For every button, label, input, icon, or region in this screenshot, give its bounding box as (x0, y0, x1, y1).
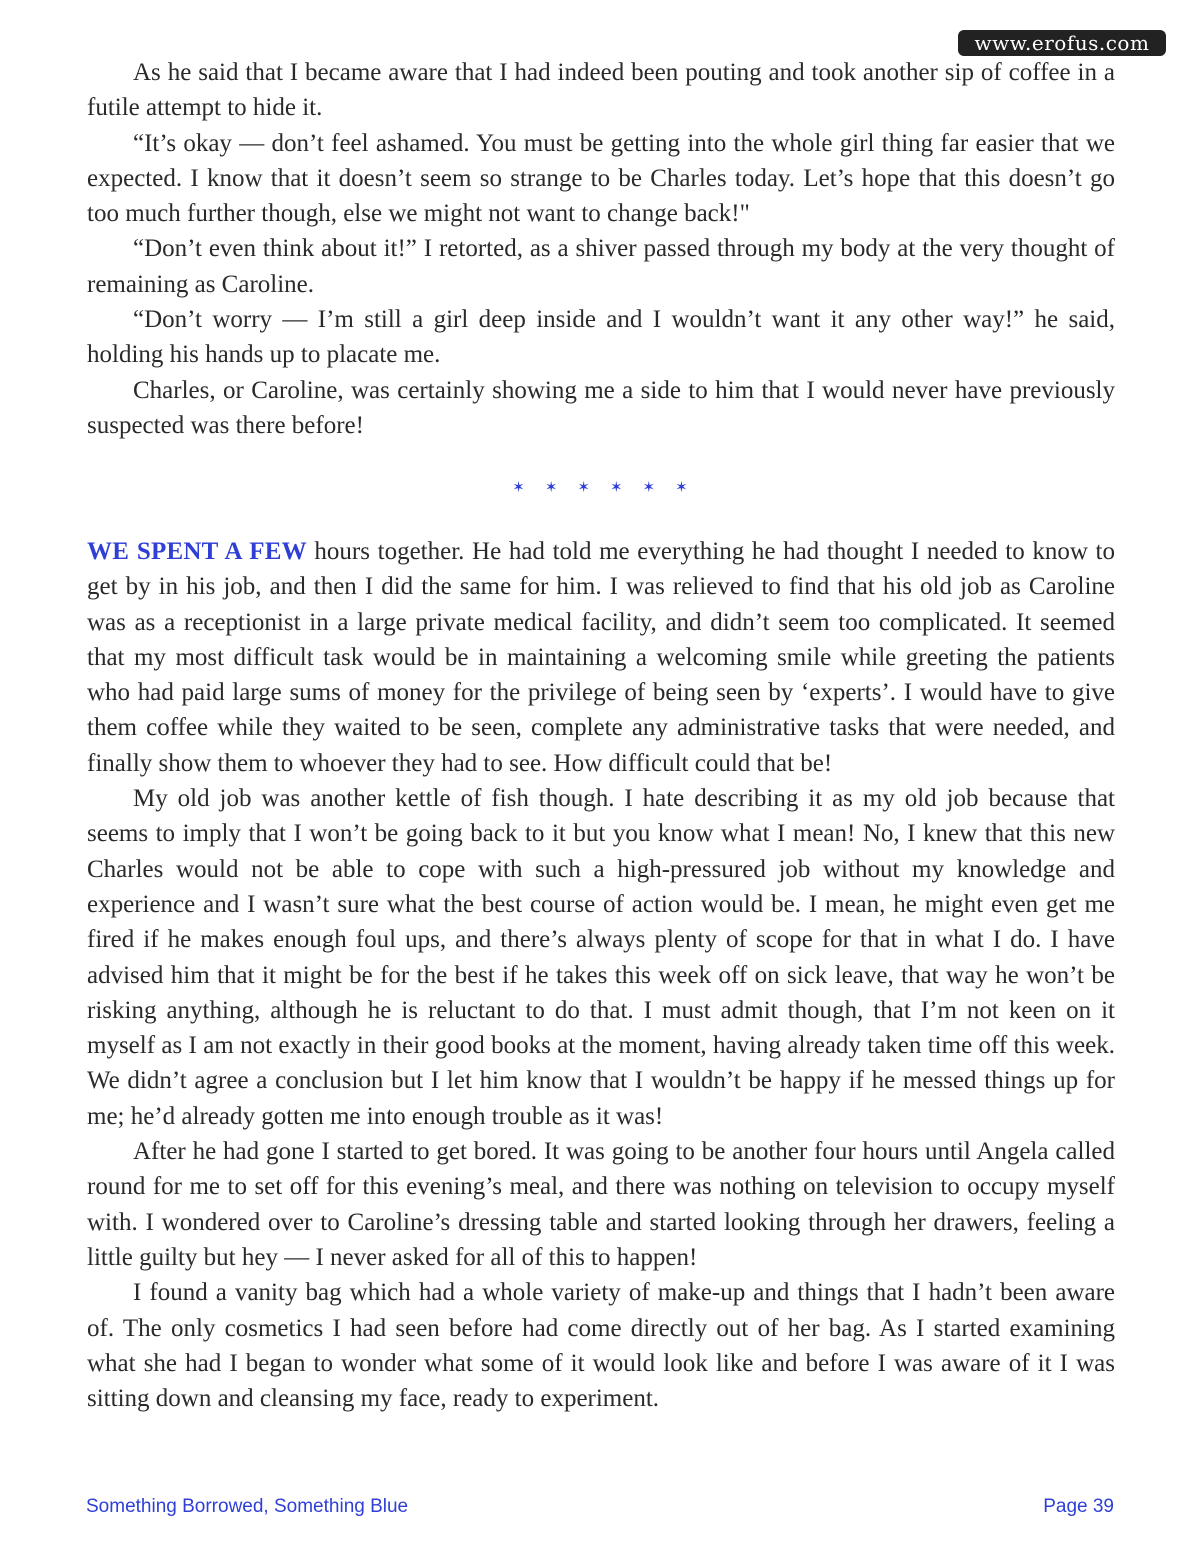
paragraph: My old job was another kettle of fish though. I hate describing it as my old job because that seems to imply that I won’t be going back to it but you know what I mean! No, I knew that this new Charles would not be able to cope with such a high-pressured job without my knowledge and experience and I wasn’t sure what the best course of action would be. I mean, he might even get me fired if he makes enough foul ups, and there’s always plenty of scope for that in what I do. I have advised him that it might be for the best if he takes this week off on sick leave, that way he won’t be risking anything, although he is reluctant to do that. I must admit though, that I’m not keen on it myself as I am not exactly in their good books at the moment, having already taken time off this week. We didn’t agree a conclusion but I let him know that I wouldn’t be happy if he messed things up for me; he’d already gotten me into enough trouble as it was! (87, 785, 1115, 1130)
footer-book-title: Something Borrowed, Something Blue (86, 1496, 409, 1517)
paragraph: I found a vanity bag which had a whole variety of make-up and things that I hadn’t been aware of. The only cosmetics I had seen before had come directly out of her bag. As I started examining what she had I began to wonder what some of it would look like and before I was aware of it I was sitting down and cleansing my face, ready to experiment. (87, 1279, 1115, 1413)
watermark-logo: www.erofus.com (958, 30, 1166, 56)
paragraph-lead (87, 534, 1115, 781)
paragraph: “It’s okay — don’t feel ashamed. You must be getting into the whole girl thing far easier that we expected. I know that it doesn’t seem so strange to be Charles today. Let’s hope that this doesn’t go too much further though, else we might not want to change back!" (87, 129, 1115, 228)
text-block-bottom (87, 534, 1115, 1416)
paragraph: After he had gone I started to get bored. It was going to be another four hours until Angela called round for me to set off for this evening’s meal, and there was nothing on television to occupy myself with. I wondered over to Caroline’s dressing table and started looking through her drawers, feeling a little guilty but hey — I never asked for all of this to happen! (87, 1138, 1115, 1271)
text-block-top (87, 55, 1115, 443)
paragraph: Charles, or Caroline, was certainly showing me a side to him that I would never have previously suspected was there before! (87, 376, 1115, 439)
paragraph: “Don’t even think about it!” I retorted, as a shiver passed through my body at the very thought of remaining as Caroline. (87, 235, 1115, 298)
paragraph: As he said that I became aware that I had indeed been pouting and took another sip of coffee in a futile attempt to hide it. (87, 59, 1115, 122)
footer-page-number: Page 39 (1043, 1496, 1114, 1517)
lead-in-text: WE SPENT A FEW (87, 538, 307, 565)
section-separator-stars: ✶✶✶✶✶✶ (512, 478, 708, 496)
paragraph: “Don’t worry — I’m still a girl deep inside and I wouldn’t want it any other way!” he said, holding his hands up to placate me. (87, 306, 1115, 369)
paragraph-lead-body: hours together. He had told me everything he had thought I needed to know to get by in his job, and then I did the same for him. I was relieved to find that his old job as Caroline was as a receptionist in a large private medical facility, and didn’t seem too complicated. It seemed that my most difficult task would be in maintaining a welcoming smile while greeting the patients who had paid large sums of money for the privilege of being seen by ‘experts’. I would have to give them coffee while they waited to be seen, complete any administrative tasks that were needed, and finally show them to whoever they had to see. How difficult could that be! (87, 538, 1115, 777)
